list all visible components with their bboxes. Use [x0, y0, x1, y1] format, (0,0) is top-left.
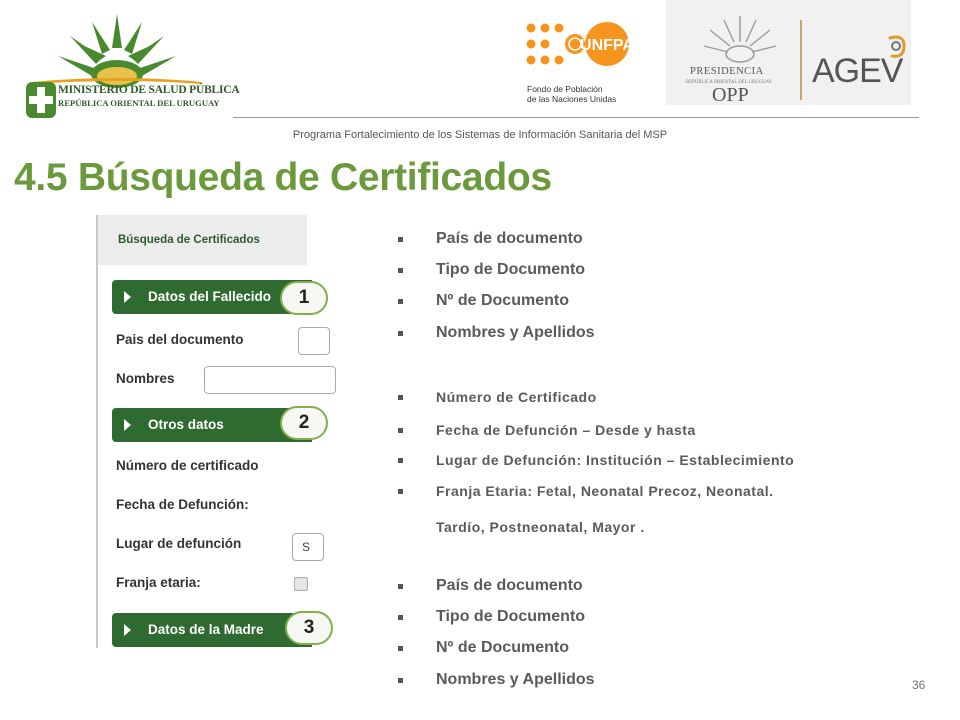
list-item-continuation: Tardío, Postneonatal, Mayor .	[436, 519, 645, 535]
panel-title: Búsqueda de Certificados	[118, 234, 260, 246]
bullet-icon	[398, 615, 403, 620]
agev-swirl-icon	[884, 34, 910, 64]
cert-number-label: Número de certificado	[116, 458, 259, 473]
agev-wordmark: AGEV	[812, 52, 903, 90]
slide-title: 4.5 Búsqueda de Certificados	[14, 156, 552, 199]
names-label: Nombres	[116, 371, 175, 386]
expand-arrow-icon	[124, 419, 131, 431]
bullet-icon	[398, 395, 403, 400]
bullet-icon	[398, 299, 403, 304]
unfpa-wordmark: UNFPA	[580, 37, 634, 54]
bullet-icon	[398, 458, 403, 463]
search-form-screenshot	[96, 215, 311, 648]
bullet-icon	[398, 331, 403, 336]
expand-arrow-icon	[124, 624, 131, 636]
death-date-label: Fecha de Defunción:	[116, 497, 249, 512]
expand-arrow-icon	[124, 291, 131, 303]
badge-3: 3	[285, 611, 333, 645]
section-mother[interactable]	[112, 613, 312, 647]
logo-divider	[800, 20, 802, 100]
page-number: 36	[912, 678, 926, 692]
names-input[interactable]	[204, 366, 336, 394]
bullet-icon	[398, 646, 403, 651]
section-mother-label: Datos de la Madre	[148, 622, 264, 637]
death-place-select[interactable]: S	[292, 533, 324, 561]
section-other-label: Otros datos	[148, 417, 224, 432]
unfpa-logo	[525, 22, 645, 80]
program-subtitle: Programa Fortalecimiento de los Sistemas de Información Sanitaria del MSP	[292, 129, 668, 141]
panel-header	[98, 215, 307, 265]
age-range-label: Franja etaria:	[116, 575, 201, 590]
bullet-icon	[398, 268, 403, 273]
badge-2: 2	[280, 406, 328, 440]
opp-subline: REPÚBLICA ORIENTAL DEL URUGUAY	[686, 80, 773, 85]
country-select[interactable]	[298, 327, 330, 355]
section-deceased-label: Datos del Fallecido	[148, 289, 272, 304]
opp-sun-icon	[700, 12, 780, 68]
ministry-name: MINISTERIO DE SALUD PÚBLICA	[58, 84, 240, 96]
bullet-icon	[398, 237, 403, 242]
bullet-icon	[398, 489, 403, 494]
country-label: Pais del documento	[116, 332, 244, 347]
bullet-icon	[398, 428, 403, 433]
bullet-icon	[398, 584, 403, 589]
badge-1: 1	[280, 281, 328, 315]
age-range-checkbox[interactable]	[294, 577, 308, 591]
opp-presidencia: PRESIDENCIA	[690, 66, 764, 77]
bullet-icon	[398, 678, 403, 683]
unfpa-caption-1: Fondo de Población	[527, 84, 603, 94]
opp-wordmark: OPP	[712, 84, 749, 106]
header-divider	[233, 117, 919, 118]
dots-grid-icon	[527, 24, 564, 65]
unfpa-caption-2: de las Naciones Unidas	[527, 94, 617, 104]
death-place-label: Lugar de defunción	[116, 536, 242, 551]
ministry-country: REPÚBLICA ORIENTAL DEL URUGUAY	[58, 98, 220, 108]
